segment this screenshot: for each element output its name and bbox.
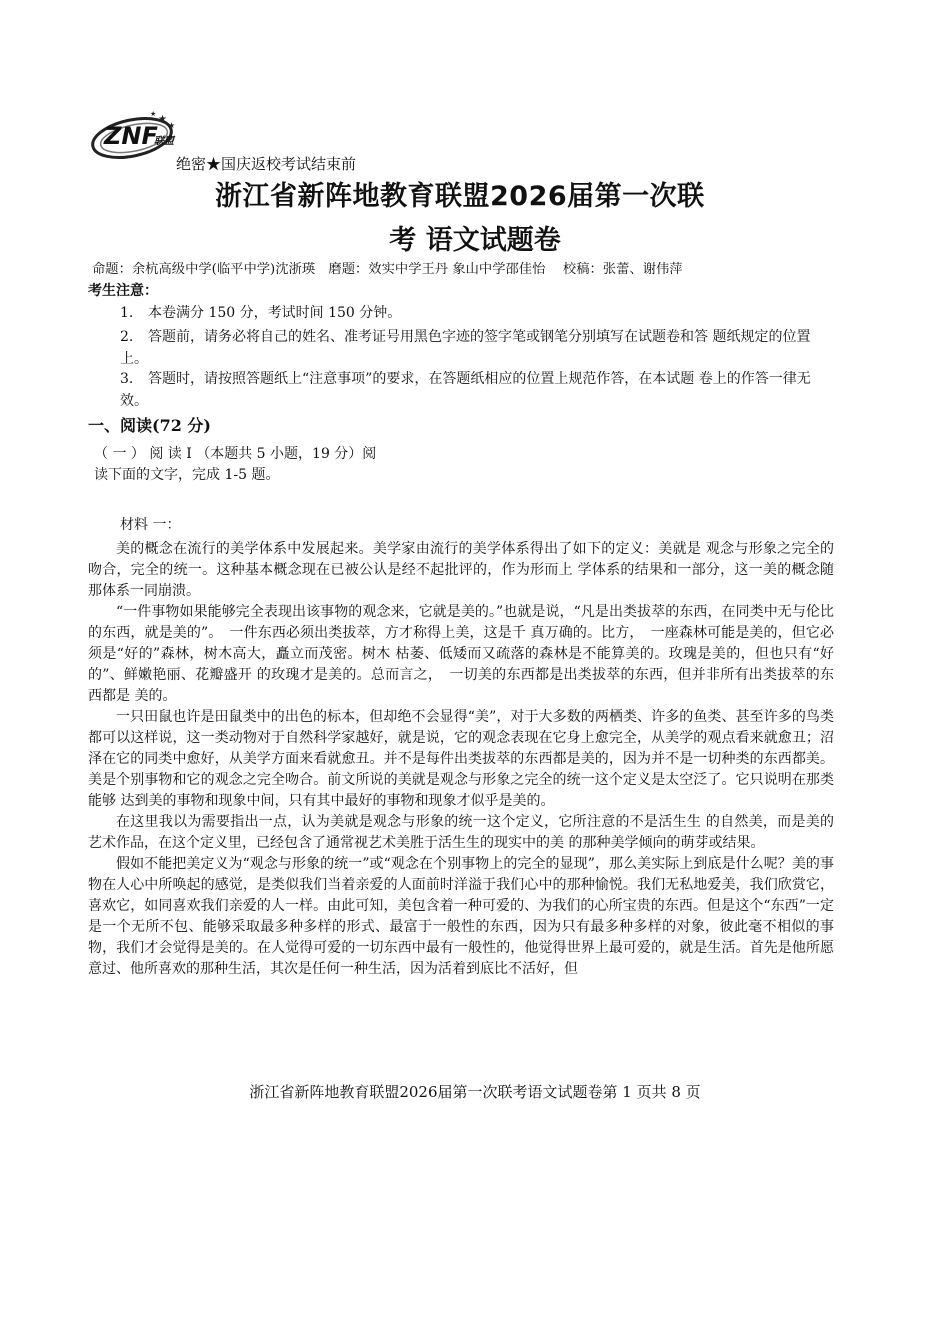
- svg-text:★: ★: [150, 110, 157, 118]
- passage-paragraph: 美的概念在流行的美学体系中发展起来。美学家由流行的美学体系得出了如下的定义：美就是 观念与形象之完全的吻合，完全的统一。这种基本概念现在已被公认是经不起批评的，作为形而上 学体系的结果和一部分，这一美的概念随那体系一同崩溃。: [88, 541, 834, 599]
- passage-paragraph: 假如不能把美定义为“观念与形象的统一”或“观念在个别事物上的完全的显现”，那么美实际上到底是什么呢？美的事物在人心中所唤起的感觉，是类似我们当着亲爱的人面前时洋溢于我们心中的那种愉悦。我们无私地爱美，我们欣赏它，喜欢它，如同喜欢我们亲爱的人一样。由此可知，美包含着一种可爱的、为我们的心所宝贵的东西。但是这个“东西”一定是一个无所不包、能够采取最多种多样的形式、最富于一般性的东西，因为只有最多种多样的对象，彼此毫不相似的事物，我们才会觉得是美的。在人觉得可爱的一切东西中最有一般性的，他觉得世界上最可爱的，就是生活。首先是他所愿意过、他所喜欢的那种生活，其次是任何一种生活，因为活着到底比不活好，但: [88, 856, 834, 977]
- alliance-logo: [88, 108, 188, 164]
- authors-line: 命题：余杭高级中学(临平中学)沈浙瑛 磨题：效实中学王丹 象山中学邵佳怡 校稿：张蕾、谢伟萍: [92, 262, 683, 277]
- notice-number: 1.: [120, 305, 134, 321]
- section-heading: 一、阅读(72 分): [88, 416, 211, 435]
- subsection-instructions: （ 一 ） 阅 读 I （本题共 5 小题，19 分）阅读下面的文字，完成 1-5 题。: [94, 446, 377, 483]
- svg-text:★: ★: [168, 121, 176, 130]
- page-footer: 浙江省新阵地教育联盟2026届第一次联考语文试题卷第 1 页共 8 页: [249, 1083, 701, 1101]
- notice-number: 3.: [120, 371, 134, 387]
- passage-paragraph: 在这里我以为需要指出一点，认为美就是观念与形象的统一这个定义，它所注意的不是活生生 的自然美，而是美的艺术作品，在这个定义里，已经包含了通常视艺术美胜于活生生的现实中的美 的那种美学倾向的萌芽或结果。: [88, 814, 834, 851]
- notice-item: [120, 326, 832, 370]
- passage-paragraph: “一件事物如果能够完全表现出该事物的观念来，它就是美的。”也就是说，“凡是出类拔萃的东西，在同类中无与伦比的东西，就是美的”。 一件东西必须出类拔萃，方才称得上美，这是千 真万确的。比方， 一座森林可能是美的，但它必须是“好的”森林，树木高大，矗立而茂密。树木 枯萎、低矮而又疏落的森林是不能算美的。玫瑰是美的，但也只有“好的”、鲜嫩艳丽、花瓣盛开 的玫瑰才是美的。总而言之， 一切美的东西都是出类拔萃的东西，但并非所有出类拔萃的东西都是 美的。: [88, 604, 834, 704]
- notice-item: [120, 368, 832, 412]
- logo-text: ZNF: [104, 122, 158, 150]
- notice-title: 考生注意：: [88, 283, 158, 299]
- exam-title-line1: 浙江省新阵地教育联盟2026届第一次联: [215, 181, 705, 212]
- notice-text: 本卷满分 150 分，考试时间 150 分钟。: [148, 305, 402, 321]
- passage-paragraph: 一只田鼠也许是田鼠类中的出色的标本，但却绝不会显得“美”，对于大多数的两栖类、许多的鱼类、甚至许多的鸟类都可以这样说，这一类动物对于自然科学家越好，就是说，它的观念表现在它身上愈完全，从美学的观点看来就愈丑；沼泽在它的同类中愈好，从美学方面来看就愈丑。并不是每件出类拔萃的东西都是美的，因为并不是一切种类的东西都美。美是个别事物和它的观念之完全吻合。前文所说的美就是观念与形象之完全的统一这个定义是太空泛了。它只说明在那类能够 达到美的事物和现象中间，只有其中最好的事物和现象才似乎是美的。: [88, 709, 834, 809]
- confidential-label: 绝密★国庆返校考试结束前: [176, 155, 357, 173]
- material-label: 材料 一：: [120, 517, 181, 533]
- exam-title-line2: 考 语文试题卷: [389, 225, 561, 256]
- svg-text:★: ★: [158, 114, 167, 125]
- notice-item: [120, 302, 832, 324]
- logo-subtext: 联盟: [154, 136, 174, 147]
- notice-text: 答题前，请务必将自己的姓名、准考证号用黑色字迹的签字笔或钢笔分别填写在试题卷和答 题纸规定的位置上。: [120, 329, 811, 367]
- reading-passage: [88, 539, 834, 980]
- notice-text: 答题时，请按照答题纸上“注意事项”的要求，在答题纸相应的位置上规范作答，在本试题 卷上的作答一律无效。: [120, 371, 811, 409]
- notice-number: 2.: [120, 329, 134, 345]
